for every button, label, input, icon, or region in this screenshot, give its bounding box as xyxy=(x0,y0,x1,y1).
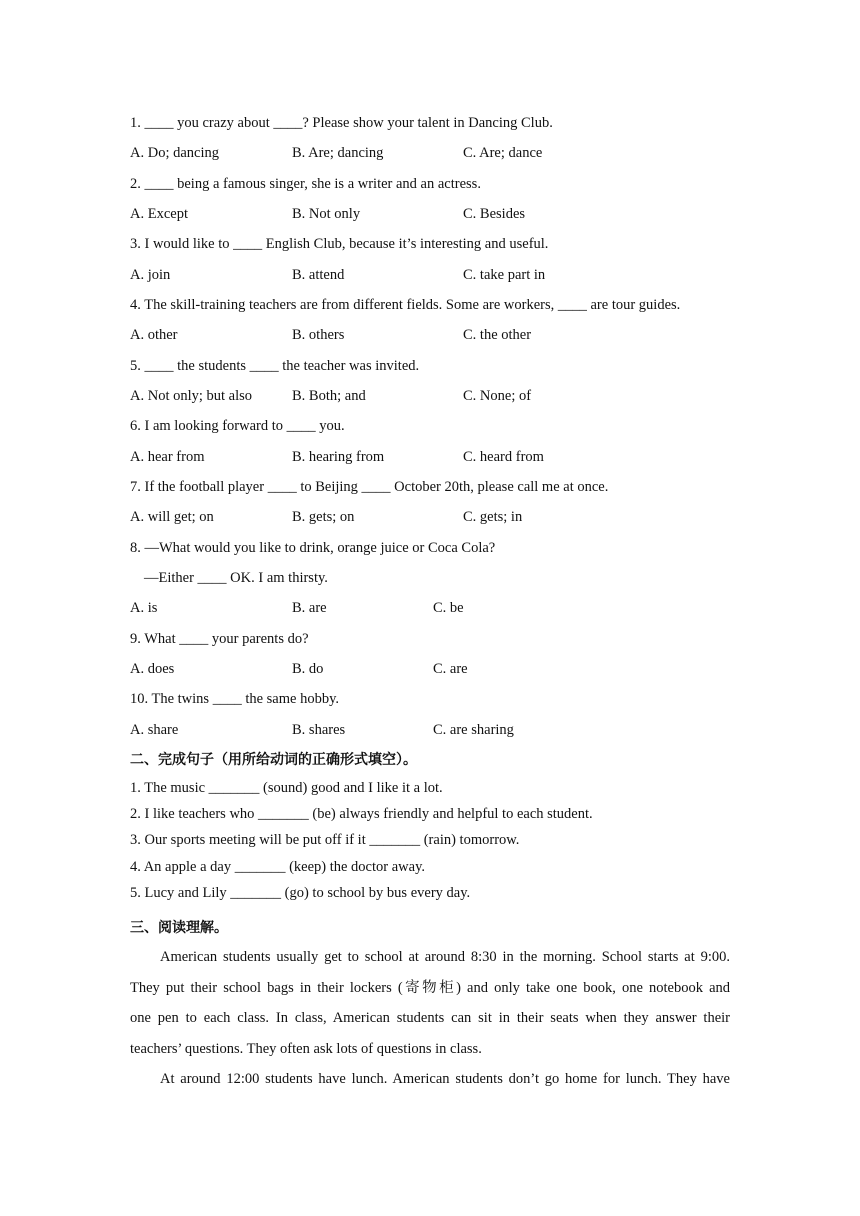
question-stem: 1. ____ you crazy about ____? Please show your talent in Dancing Club. xyxy=(130,115,553,131)
option-b: B. Both; and xyxy=(292,388,366,404)
option-c: C. take part in xyxy=(463,267,546,283)
option-c: C. Besides xyxy=(463,206,526,222)
question-stem: 5. ____ the students ____ the teacher was invited. xyxy=(130,358,420,374)
option-a: A. is xyxy=(130,600,158,616)
passage-line: They put their school bags in their lockers (寄物柜) and only take one book, one notebook and xyxy=(130,980,730,996)
option-c: C. Are; dance xyxy=(463,145,543,161)
question-stem: 2. ____ being a famous singer, she is a writer and an actress. xyxy=(130,176,481,192)
question-stem: 7. If the football player ____ to Beijing ____ October 20th, please call me at once. xyxy=(130,479,609,495)
option-b: B. are xyxy=(292,600,327,616)
option-a: A. does xyxy=(130,661,175,677)
completion-item: 4. An apple a day _______ (keep) the doctor away. xyxy=(130,859,426,875)
passage-line: At around 12:00 students have lunch. American students don’t go home for lunch. They have xyxy=(160,1071,730,1087)
option-a: A. join xyxy=(130,267,171,283)
section-heading: 二、完成句子（用所给动词的正确形式填空）。 xyxy=(130,752,417,768)
question-stem: 10. The twins ____ the same hobby. xyxy=(130,691,340,707)
option-b: B. shares xyxy=(292,722,346,738)
completion-item: 3. Our sports meeting will be put off if it _______ (rain) tomorrow. xyxy=(130,832,520,848)
option-b: B. gets; on xyxy=(292,509,355,525)
question-stem: 3. I would like to ____ English Club, because it’s interesting and useful. xyxy=(130,236,549,252)
option-a: A. Not only; but also xyxy=(130,388,253,404)
question-stem: 6. I am looking forward to ____ you. xyxy=(130,418,345,434)
option-c: C. None; of xyxy=(463,388,532,404)
option-c: C. be xyxy=(433,600,464,616)
option-b: B. others xyxy=(292,327,345,343)
option-a: A. will get; on xyxy=(130,509,214,525)
option-c: C. are xyxy=(433,661,468,677)
passage-line: one pen to each class. In class, American students can sit in their seats when they answer their xyxy=(130,1010,730,1026)
passage-line: teachers’ questions. They often ask lots of questions in class. xyxy=(130,1041,482,1057)
option-b: B. do xyxy=(292,661,324,677)
question-stem: 9. What ____ your parents do? xyxy=(130,631,309,647)
option-c: C. the other xyxy=(463,327,532,343)
option-a: A. share xyxy=(130,722,179,738)
option-c: C. heard from xyxy=(463,449,544,465)
option-a: A. Do; dancing xyxy=(130,145,219,161)
completion-item: 2. I like teachers who _______ (be) always friendly and helpful to each student. xyxy=(130,806,593,822)
completion-item: 5. Lucy and Lily _______ (go) to school by bus every day. xyxy=(130,885,471,901)
option-b: B. Not only xyxy=(292,206,361,222)
section-heading: 三、阅读理解。 xyxy=(130,920,228,936)
option-c: C. are sharing xyxy=(433,722,514,738)
option-a: A. other xyxy=(130,327,178,343)
question-stem-continuation: —Either ____ OK. I am thirsty. xyxy=(144,570,328,586)
option-b: B. Are; dancing xyxy=(292,145,384,161)
option-a: A. Except xyxy=(130,206,188,222)
option-a: A. hear from xyxy=(130,449,205,465)
question-stem: 4. The skill-training teachers are from different fields. Some are workers, ____ are tour guides. xyxy=(130,297,681,313)
option-b: B. hearing from xyxy=(292,449,385,465)
option-c: C. gets; in xyxy=(463,509,523,525)
passage-line: American students usually get to school at around 8:30 in the morning. School starts at 9:00. xyxy=(160,949,730,965)
completion-item: 1. The music _______ (sound) good and I like it a lot. xyxy=(130,780,443,796)
question-stem: 8. —What would you like to drink, orange juice or Coca Cola? xyxy=(130,540,496,556)
option-b: B. attend xyxy=(292,267,345,283)
